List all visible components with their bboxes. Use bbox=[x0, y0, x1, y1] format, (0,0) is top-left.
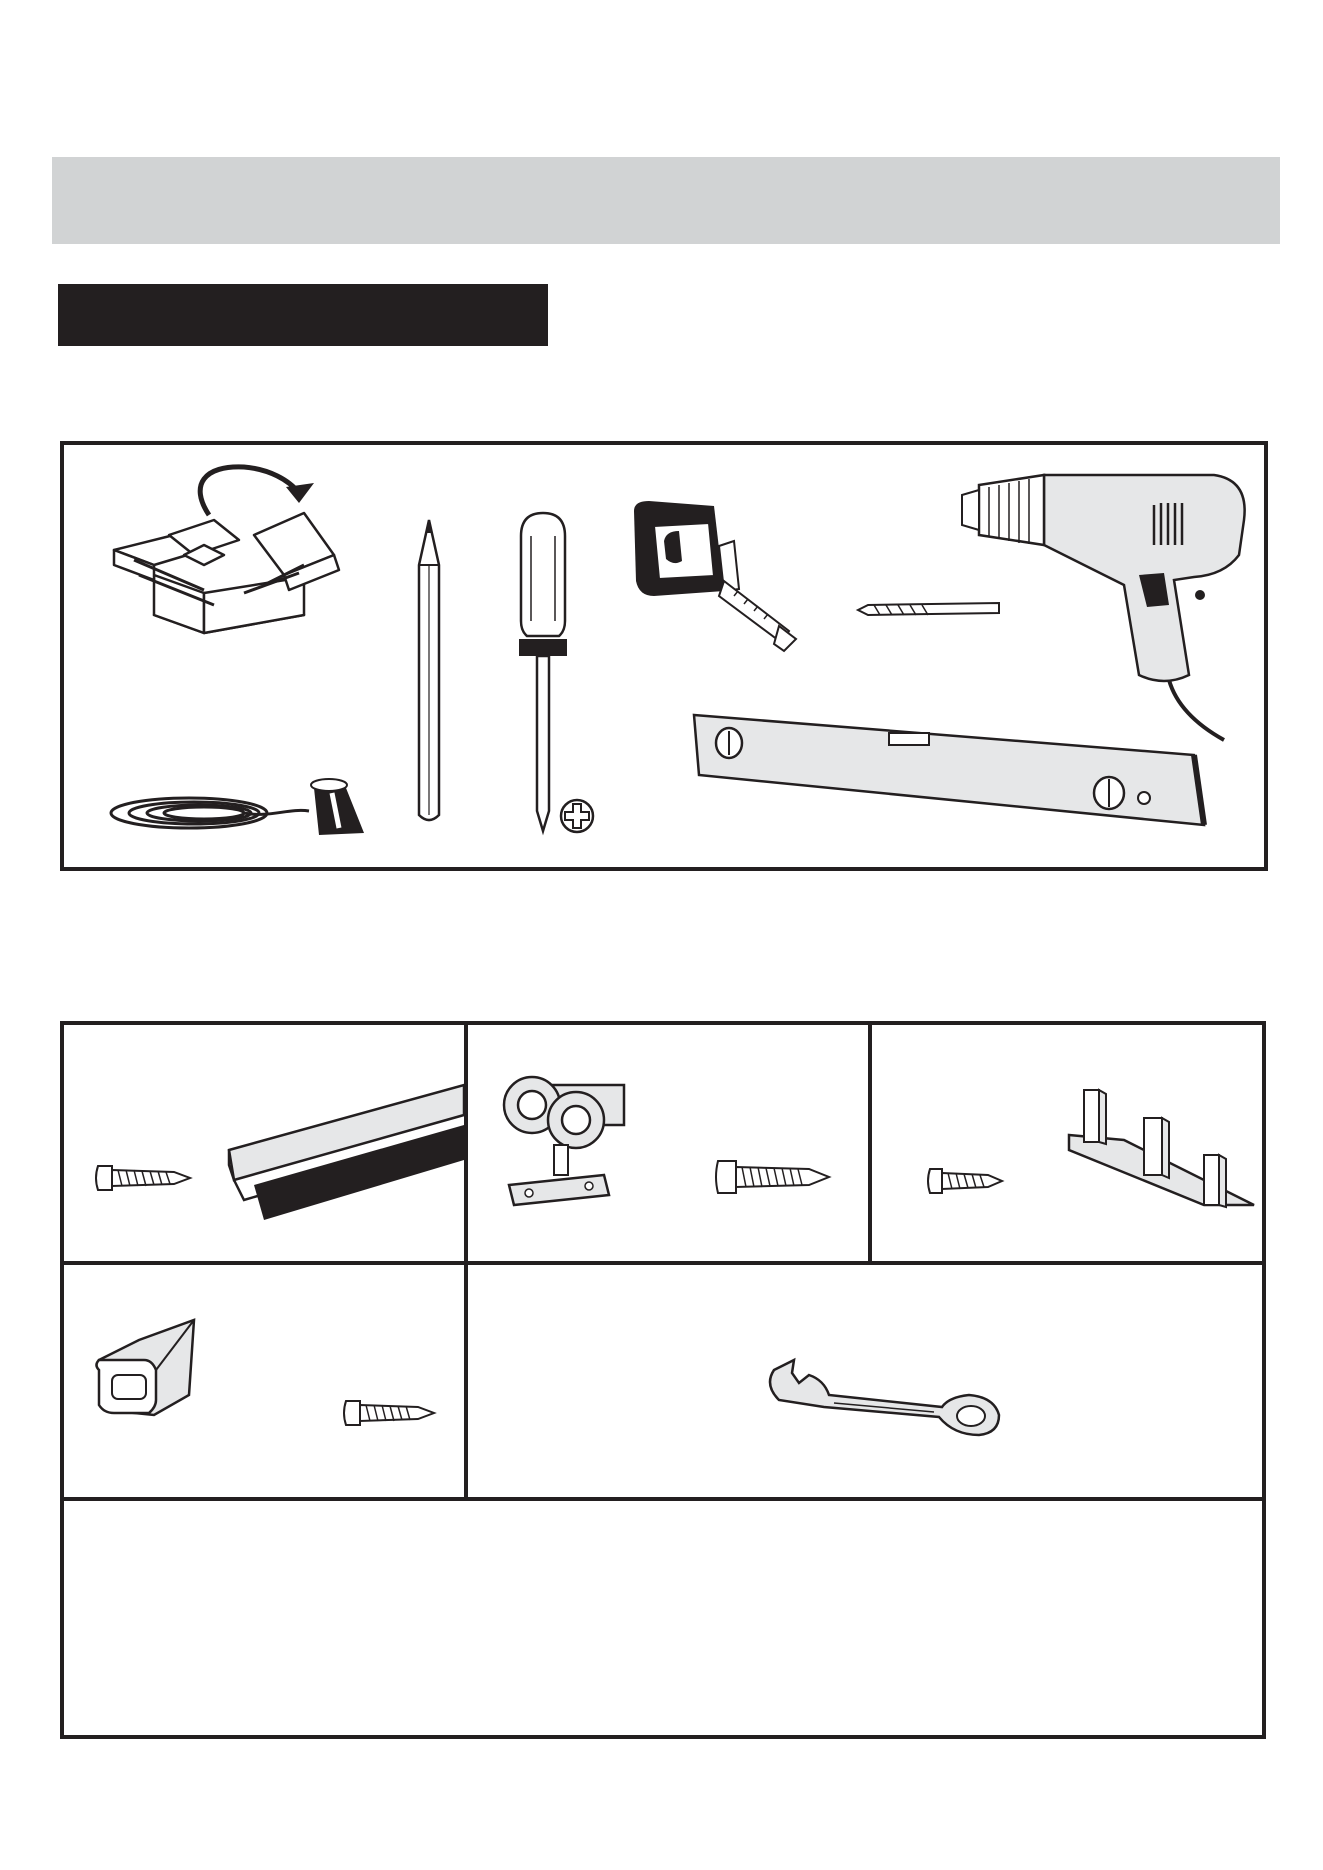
end-stop-icon bbox=[94, 1315, 204, 1425]
grid-divider bbox=[64, 1261, 1262, 1265]
grid-divider bbox=[868, 1025, 872, 1263]
parts-list-panel bbox=[60, 1021, 1266, 1739]
track-rail-icon bbox=[224, 1075, 464, 1225]
rail-screw-icon bbox=[94, 1160, 194, 1196]
chalk-line-icon bbox=[104, 763, 374, 843]
grid-divider bbox=[464, 1025, 468, 1263]
header-band bbox=[52, 157, 1280, 244]
toolbox-icon bbox=[94, 465, 354, 635]
guide-screw-icon bbox=[926, 1165, 1006, 1197]
spirit-level-icon bbox=[684, 715, 1214, 845]
tools-required-panel bbox=[60, 441, 1268, 871]
grid-divider bbox=[464, 1261, 468, 1499]
phillips-screwdriver-icon bbox=[509, 511, 609, 841]
grid-divider bbox=[64, 1497, 1262, 1501]
tape-measure-icon bbox=[624, 501, 804, 661]
spanner-icon bbox=[764, 1355, 1004, 1445]
roller-hanger-icon bbox=[494, 1065, 644, 1215]
hanger-screw-icon bbox=[714, 1155, 834, 1199]
power-drill-icon bbox=[954, 465, 1254, 745]
section-label-bar bbox=[58, 284, 548, 346]
pencil-icon bbox=[409, 515, 449, 835]
stop-screw-icon bbox=[342, 1395, 438, 1431]
floor-guide-icon bbox=[1064, 1080, 1264, 1220]
